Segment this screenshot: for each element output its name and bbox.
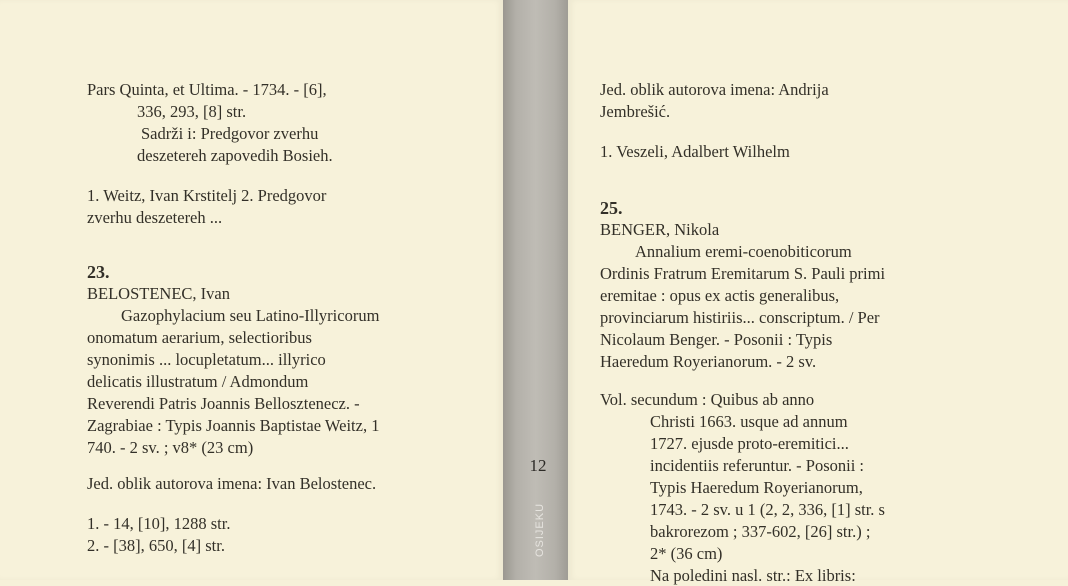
right-page	[568, 0, 1068, 585]
entry-25-vol-line-1: Vol. secundum : Quibus ab anno	[600, 390, 815, 409]
entry-25-vol-line-7: bakrorezom ; 337-602, [26] str.) ;	[650, 522, 871, 541]
entry-22-line-1: Pars Quinta, et Ultima. - 1734. - [6],	[87, 80, 327, 99]
entry-24-name-form-line-2: Jembrešić.	[600, 102, 671, 121]
entry-23-desc-line-6: Zagrabiae : Typis Joannis Baptistae Weitz, 1	[87, 416, 380, 435]
entry-25-vol-line-4: incidentiis referuntur. - Posonii :	[650, 456, 865, 475]
entry-23-desc-line-4: delicatis illustratum / Admondum	[87, 372, 309, 391]
entry-23-desc-line-1: Gazophylacium seu Latino-Illyricorum	[121, 306, 380, 325]
entry-22-index-line-2: zverhu deszetereh ...	[87, 208, 223, 227]
entry-25-vol-line-9: Na poledini nasl. str.: Ex libris:	[650, 566, 856, 585]
entry-25-number: 25.	[600, 198, 623, 218]
entry-23-name-form: Jed. oblik autorova imena: Ivan Belostenec.	[87, 474, 377, 493]
entry-25-vol-line-8: 2* (36 cm)	[650, 544, 723, 563]
entry-23-desc-line-2: onomatum aerarium, selectioribus	[87, 328, 312, 347]
entry-23-volume-1: 1. - 14, [10], 1288 str.	[87, 514, 231, 533]
entry-25-author: BENGER, Nikola	[600, 220, 720, 239]
entry-25-desc-line-1: Annalium eremi-coenobiticorum	[635, 242, 852, 261]
book-gutter	[503, 0, 568, 580]
entry-23-desc-line-3: synonimis ... locupletatum... illyrico	[87, 350, 326, 369]
entry-25-vol-line-6: 1743. - 2 sv. u 1 (2, 2, 336, [1] str. s	[650, 500, 885, 519]
entry-25-desc-line-2: Ordinis Fratrum Eremitarum S. Pauli primi	[600, 264, 886, 283]
entry-24-name-form-line-1: Jed. oblik autorova imena: Andrija	[600, 80, 829, 99]
entry-22-line-4: deszetereh zapovedih Bosieh.	[137, 146, 333, 165]
entry-25-vol-line-3: 1727. ejusde proto-eremitici...	[650, 434, 849, 453]
entry-23-volume-2: 2. - [38], 650, [4] str.	[87, 536, 225, 555]
entry-23-desc-line-5: Reverendi Patris Joannis Bellosztenecz. -	[87, 394, 360, 413]
page-number: 12	[529, 456, 547, 475]
entry-23-number: 23.	[87, 262, 110, 282]
entry-22-line-3: Sadrži i: Predgovor zverhu	[141, 124, 319, 143]
entry-25-vol-line-2: Christi 1663. usque ad annum	[650, 412, 848, 431]
spine-label: OSIJEKU	[534, 502, 546, 558]
entry-25-vol-line-5: Typis Haeredum Royerianorum,	[650, 478, 863, 497]
entry-24-index-line: 1. Veszeli, Adalbert Wilhelm	[600, 142, 790, 161]
entry-25-desc-line-6: Haeredum Royerianorum. - 2 sv.	[600, 352, 817, 371]
entry-23-author: BELOSTENEC, Ivan	[87, 284, 230, 303]
left-page	[0, 0, 503, 580]
entry-22-index-line-1: 1. Weitz, Ivan Krstitelj 2. Predgovor	[87, 186, 327, 205]
entry-25-desc-line-3: eremitae : opus ex actis generalibus,	[600, 286, 840, 305]
entry-22-line-2: 336, 293, [8] str.	[137, 102, 247, 121]
entry-23-desc-line-7: 740. - 2 sv. ; v8* (23 cm)	[87, 438, 254, 457]
entry-25-desc-line-4: provinciarum histiriis... conscriptum. / Per	[600, 308, 880, 327]
entry-25-desc-line-5: Nicolaum Benger. - Posonii : Typis	[600, 330, 833, 349]
